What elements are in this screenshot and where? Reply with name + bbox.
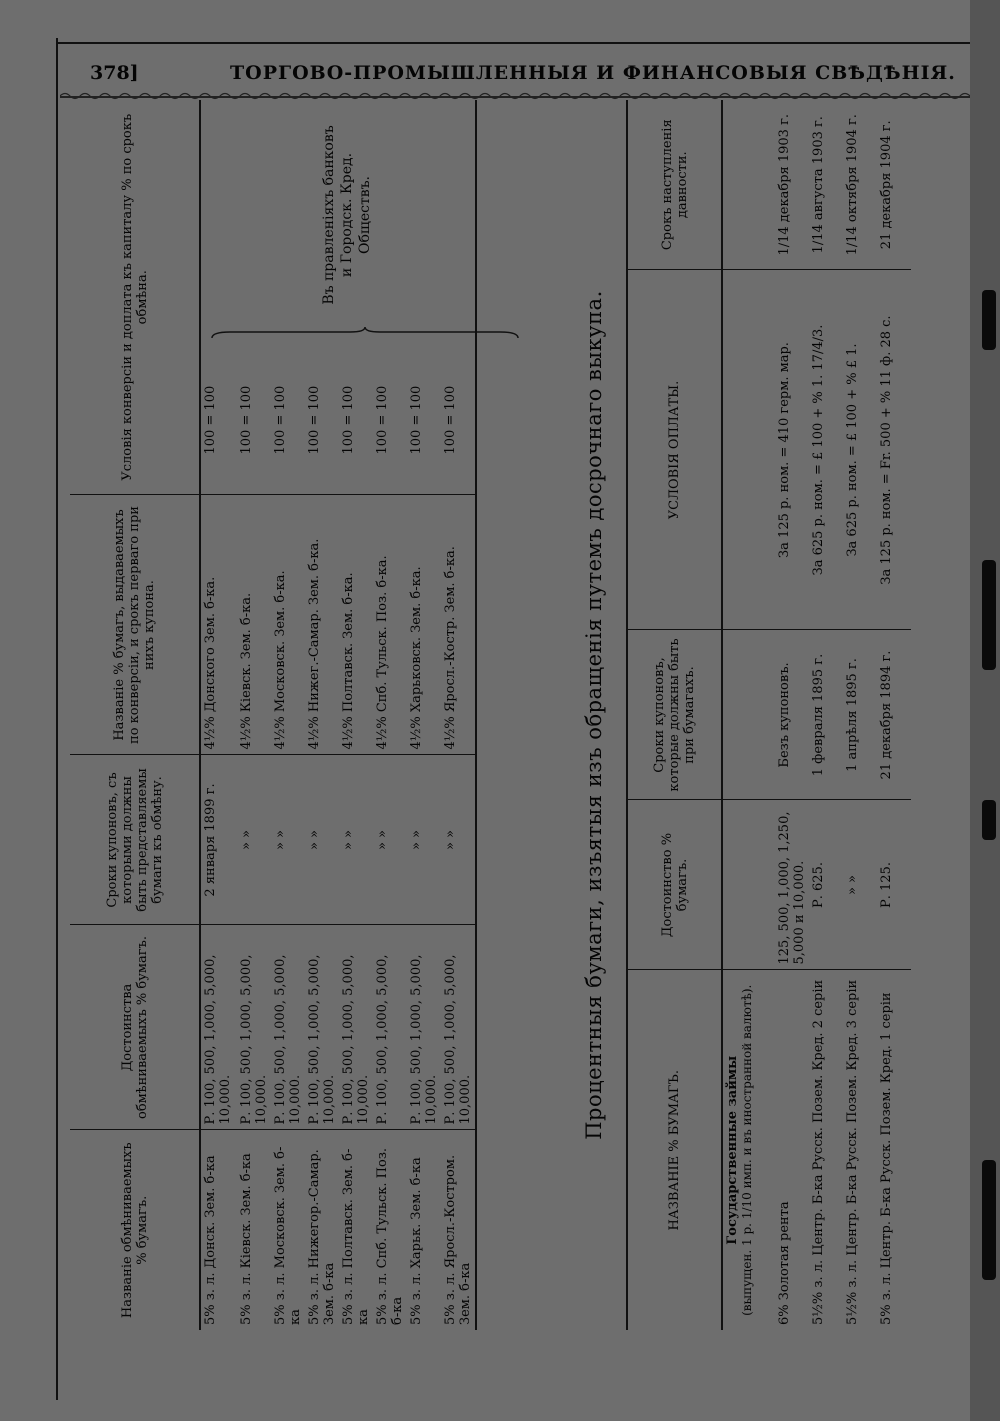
left-frame-line	[56, 38, 58, 1400]
row-expiry: 1/14 октября 1904 г.	[845, 114, 860, 256]
red-col-denoms: Достоинство % бумагъ.	[627, 800, 722, 970]
row-name: 5% з. л. Кіевск. Зем. б-ка	[237, 1130, 271, 1330]
row-terms: 100 = 100	[375, 385, 390, 455]
conv-col-denoms: Достоинства обмѣниваемыхъ % бумагъ.	[70, 925, 200, 1130]
conv-col-name: Названіе обмѣниваемыхъ % бумагъ.	[70, 1130, 200, 1330]
row-payment: За 625 р. ном. = £ 100 + % £ 1.	[843, 270, 877, 630]
row-coupons: Безъ купоновъ.	[775, 630, 809, 800]
row-denoms: 125, 500, 1,000, 1,250, 5,000 и 10,000.	[775, 800, 809, 970]
red-col-expiry: Срокъ наступленія давности.	[627, 100, 722, 270]
row-denoms: » »	[843, 800, 877, 970]
row-new-paper: 4½% Яросл.-Костр. Зем. б-ка.	[441, 495, 476, 755]
row-denoms: Р. 100, 500, 1,000, 5,000, 10,000.	[271, 925, 305, 1130]
row-terms: 100 = 100	[341, 385, 356, 455]
row-terms: 100 = 100	[203, 385, 218, 455]
row-name: 5% з. л. Московск. Зем. б-ка	[271, 1130, 305, 1330]
curly-brace-icon	[210, 326, 520, 340]
row-coupon: » »	[407, 755, 441, 925]
row-coupon: » »	[441, 755, 476, 925]
row-denoms: Р. 125.	[877, 800, 911, 970]
row-name: 5% з. л. Нижегор.-Самар. Зем. б-ка	[305, 1130, 339, 1330]
row-terms: 100 = 100	[409, 385, 424, 455]
row-expiry: 1/14 декабря 1903 г.	[777, 113, 792, 256]
row-denoms: Р. 100, 500, 1,000, 5,000, 10,000.	[441, 925, 476, 1130]
row-name: 5% з. л. Яросл.-Костром. Зем. б-ка	[441, 1130, 476, 1330]
row-new-paper: 4½% Полтавск. Зем. б-ка.	[339, 495, 373, 755]
row-denoms: Р. 100, 500, 1,000, 5,000, 10,000.	[339, 925, 373, 1130]
row-name: 5% з. л. Донск. Зем. б-ка	[200, 1130, 237, 1330]
row-terms: 100 = 100	[307, 385, 322, 455]
redemption-table	[626, 100, 911, 1330]
red-col-payment: УСЛОВІЯ ОПЛАТЫ.	[627, 270, 722, 630]
row-coupons: 21 декабря 1894 г.	[877, 630, 911, 800]
row-new-paper: 4½% Донского Зем. б-ка.	[200, 495, 237, 755]
row-denoms: Р. 100, 500, 1,000, 5,000, 10,000.	[407, 925, 441, 1130]
row-terms: 100 = 100	[443, 385, 458, 455]
row-coupon: » »	[305, 755, 339, 925]
row-new-paper: 4½% Спб. Тульск. Поз. б-ка.	[373, 495, 407, 755]
row-coupon: » »	[271, 755, 305, 925]
row-coupon: » »	[237, 755, 271, 925]
row-name: 5% з. л. Центр. Б-ка Русск. Позем. Кред. 1 серіи	[877, 970, 911, 1330]
conv-col-terms: Условія конверсіи и доплата къ капиталу % по срокъ обмѣна.	[70, 100, 200, 495]
page-number: 378]	[90, 62, 139, 84]
row-name: 5% з. л. Харьк. Зем. б-ка	[407, 1130, 441, 1330]
brace-note	[210, 110, 530, 340]
conv-col-new-paper: Названіе % бумагъ, выдаваемыхъ по конверсіи, и срокъ перваго при нихъ купона.	[70, 495, 200, 755]
conv-col-coupon: Сроки купоновъ, съ которыми должны быть представляемы бумаги къ обмѣну.	[70, 755, 200, 925]
table-row	[843, 100, 877, 1330]
row-expiry: 1/14 августа 1903 г.	[811, 116, 826, 254]
section-title: Процентныя бумаги, изъятыя изъ обращенія путемъ досрочнаго выкупа.	[582, 290, 606, 1140]
row-coupon: 2 января 1899 г.	[200, 755, 237, 925]
row-name: 5½% з. л. Центр. Б-ка Русск. Позем. Кред. 3 серіи	[843, 970, 877, 1330]
row-denoms: Р. 100, 500, 1,000, 5,000, 10,000.	[200, 925, 237, 1130]
row-denoms: Р. 100, 500, 1,000, 5,000,	[373, 925, 407, 1130]
red-col-coupons: Сроки купоновъ, которые должны быть при бумагахъ.	[627, 630, 722, 800]
row-terms: 100 = 100	[273, 385, 288, 455]
group-note: (выпущен. 1 р. 1/10 имп. и въ иностранной валютѣ).	[740, 984, 754, 1316]
row-coupon: » »	[339, 755, 373, 925]
row-new-paper: 4½% Нижег.-Самар. Зем. б-ка.	[305, 495, 339, 755]
row-coupons: 1 февраля 1895 г.	[809, 630, 843, 800]
table-row	[809, 100, 843, 1330]
table-row	[877, 100, 911, 1330]
table-row	[775, 100, 809, 1330]
running-title: ТОРГОВО-ПРОМЫШЛЕННЫЯ И ФИНАНСОВЫЯ СВѢДѢНІЯ.	[230, 62, 956, 84]
row-denoms: Р. 625.	[809, 800, 843, 970]
brace-note-text: Въ правленіяхъ банковъ и Городск. Кред. Обществъ.	[321, 125, 373, 305]
row-name: 6% Золотая рента	[775, 970, 809, 1330]
row-coupons: 1 апрѣля 1895 г.	[843, 630, 877, 800]
group-row	[722, 100, 775, 1330]
row-denoms: Р. 100, 500, 1,000, 5,000, 10,000.	[305, 925, 339, 1130]
row-name: 5½% з. л. Центр. Б-ка Русск. Позем. Кред. 2 серіи	[809, 970, 843, 1330]
red-col-name: НАЗВАНІЕ % БУМАГЪ.	[627, 970, 722, 1330]
top-frame-line	[56, 42, 970, 44]
group-title: Государственные займы	[725, 1055, 740, 1245]
row-coupon: » »	[373, 755, 407, 925]
rotated-page-body	[70, 100, 960, 1330]
row-payment: За 625 р. ном. = £ 100 + % 1. 17/4/3.	[809, 270, 843, 630]
row-name: 5% з. л. Спб. Тульск. Поз. б-ка	[373, 1130, 407, 1330]
row-denoms: Р. 100, 500, 1,000, 5,000, 10,000.	[237, 925, 271, 1130]
row-new-paper: 4½% Харьковск. Зем. б-ка.	[407, 495, 441, 755]
row-payment: За 125 р. ном. = Fr. 500 + % 11 ф. 28 с.	[877, 270, 911, 630]
row-payment: За 125 р. ном. = 410 герм. мар.	[775, 270, 809, 630]
row-new-paper: 4½% Кіевск. Зем. б-ка.	[237, 495, 271, 755]
row-name: 5% з. л. Полтавск. Зем. б-ка	[339, 1130, 373, 1330]
scan-edge	[970, 0, 1000, 1421]
row-expiry: 21 декабря 1904 г.	[879, 120, 894, 250]
row-new-paper: 4½% Московск. Зем. б-ка.	[271, 495, 305, 755]
row-terms: 100 = 100	[239, 385, 254, 455]
